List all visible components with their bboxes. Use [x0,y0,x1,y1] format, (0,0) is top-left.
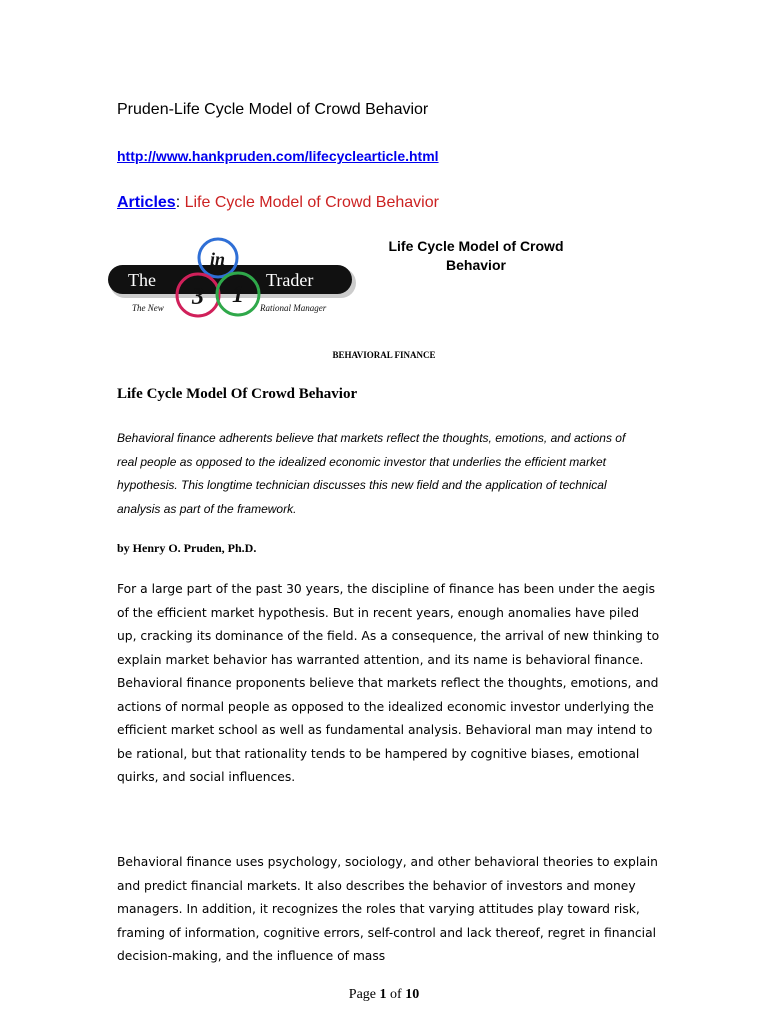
articles-link[interactable]: Articles [117,194,176,211]
page-total: 10 [405,987,420,1002]
logo-left-text: The [128,270,156,290]
articles-heading: Life Cycle Model of Crowd Behavior [184,194,439,211]
document-title: Pruden-Life Cycle Model of Crowd Behavior [117,101,429,118]
articles-line [117,194,439,212]
body-paragraph-3: Behavioral finance uses psychology, sociology, and other behavioral theories to explain and predict financial markets. It also describes the behavior of investors and money managers. In addition, it recognizes the roles that varying attitudes play toward risk, framing of information, cognitive errors, self-control and lack thereof, regret in financial decision-making, and the influence of mass [117,855,658,963]
body-paragraph-1: For a large part of the past 30 years, the discipline of finance has been under the aegis of the efficient market hypothesis. But in recent years, enough anomalies have piled up, cracking its dominance of the field. As a consequence, the arrival of new thinking to explain market behavior has warranted attention, and its name is behavioral finance. [117,582,660,667]
source-url-link[interactable]: http://www.hankpruden.com/lifecyclearticle.html [117,148,439,164]
logo-tagline-left: The New [132,303,164,313]
body-paragraphs-block [117,578,662,790]
section-label: BEHAVIORAL FINANCE [332,350,436,360]
article-heading: Life Cycle Model Of Crowd Behavior [117,386,358,402]
page-footer [0,987,768,1003]
of-word: of [390,987,402,1002]
author-byline: by Henry O. Pruden, Ph.D. [117,541,257,555]
page-current: 1 [379,987,387,1002]
articles-separator: : [175,194,185,211]
logo-right-text: Trader [266,270,314,290]
logo-three-text: 3 [192,284,204,310]
article-abstract: Behavioral finance adherents believe that markets reflect the thoughts, emotions, and actions of real people as opposed to the idealized economic investor that underlies the efficient market hypothesis. This longtime technician discusses this new field and the application of technical analysis as part of the framework. [117,431,626,516]
page-word: Page [348,987,377,1002]
logo-in-text: in [210,249,226,269]
side-title: Life Cycle Model of Crowd Behavior [388,238,564,273]
logo-one-text: 1 [232,282,244,308]
three-in-one-trader-logo [106,236,358,320]
body-paragraph-2: Behavioral finance proponents believe that markets reflect the thoughts, emotions, and actions of normal people as opposed to the idealized economic investor underlying the efficient market school as well as fundamental analysis. Behavioral man may intend to be rational, but that rationality tends to be hampered by cognitive biases, emotional quirks, and social influences. [117,676,659,784]
logo-tagline-right: Rational Manager [260,303,327,313]
